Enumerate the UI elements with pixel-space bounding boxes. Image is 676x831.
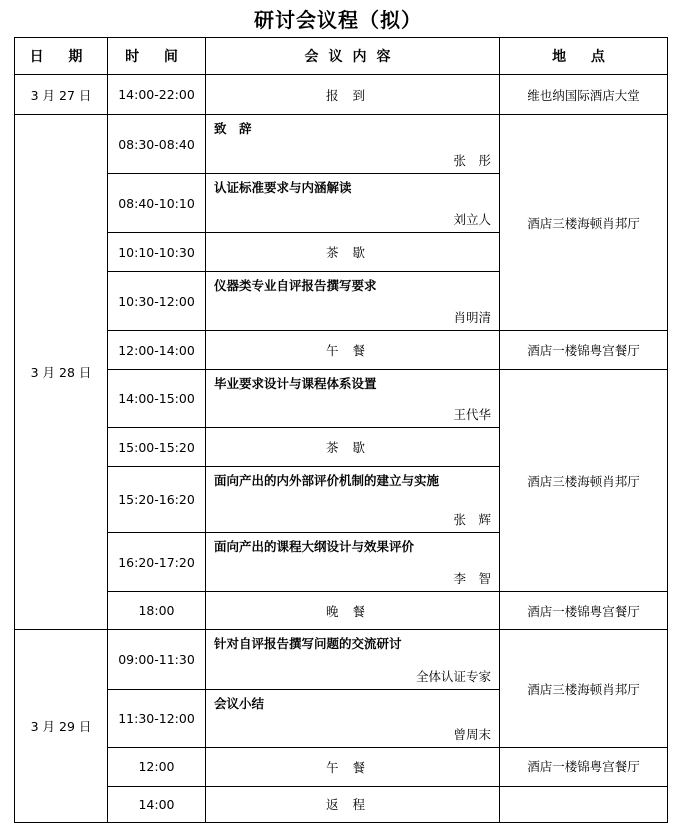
topic-title: 认证标准要求与内涵解读: [214, 180, 352, 195]
header-row: [15, 38, 668, 75]
time-cell: 15:00-15:20: [108, 428, 206, 467]
agenda-table: [14, 37, 668, 823]
header-content: 会议内容: [206, 38, 500, 75]
table-row: [15, 592, 668, 630]
speaker-name: 王代华: [453, 407, 491, 422]
time-cell: 11:30-12:00: [108, 690, 206, 748]
content-cell: 茶歇: [206, 233, 500, 272]
time-cell: 12:00: [108, 748, 206, 787]
topic-title: 面向产出的课程大纲设计与效果评价: [214, 539, 415, 554]
table-row: [15, 75, 668, 115]
content-cell: [206, 630, 500, 690]
time-cell: 14:00-22:00: [108, 75, 206, 115]
topic-title: 会议小结: [214, 696, 265, 711]
time-cell: 08:30-08:40: [108, 115, 206, 174]
date-cell: 3 月 29 日: [15, 630, 108, 823]
time-cell: 15:20-16:20: [108, 467, 206, 533]
content-cell: 晚餐: [206, 592, 500, 630]
content-cell: [206, 533, 500, 592]
content-cell: [206, 370, 500, 428]
date-cell: 3 月 28 日: [15, 115, 108, 630]
table-row: [15, 331, 668, 370]
topic-title: 毕业要求设计与课程体系设置: [214, 376, 377, 391]
table-row: [15, 748, 668, 787]
topic-title: 仪器类专业自评报告撰写要求: [214, 278, 377, 293]
date-cell: 3 月 27 日: [15, 75, 108, 115]
location-cell: 酒店三楼海顿肖邦厅: [500, 370, 668, 592]
speaker-name: 刘立人: [453, 212, 491, 227]
time-cell: 12:00-14:00: [108, 331, 206, 370]
header-date: 日 期: [15, 38, 108, 75]
content-cell: 茶歇: [206, 428, 500, 467]
speaker-name: 李 智: [453, 571, 491, 586]
speaker-name: 肖明清: [453, 310, 491, 325]
content-cell: [206, 690, 500, 748]
time-cell: 16:20-17:20: [108, 533, 206, 592]
location-cell: 酒店一楼锦粤宫餐厅: [500, 331, 668, 370]
location-empty: [500, 787, 667, 822]
topic-title: 面向产出的内外部评价机制的建立与实施: [214, 473, 440, 488]
time-cell: 14:00: [108, 786, 206, 823]
topic-title: 致 辞: [214, 121, 252, 136]
table-row: [15, 370, 668, 428]
topic-title: 针对自评报告撰写问题的交流研讨: [214, 636, 402, 651]
content-cell: [206, 272, 500, 331]
header-location: 地 点: [500, 38, 668, 75]
location-cell: 酒店三楼海顿肖邦厅: [500, 115, 668, 331]
time-cell: 09:00-11:30: [108, 630, 206, 690]
content-cell: [206, 115, 500, 174]
content-cell: [206, 174, 500, 233]
page-title: 研讨会议程（拟）: [254, 8, 422, 32]
content-cell: 报到: [206, 75, 500, 115]
location-cell: 酒店三楼海顿肖邦厅: [500, 630, 668, 748]
time-cell: 10:10-10:30: [108, 233, 206, 272]
speaker-name: 张 彤: [453, 153, 491, 168]
table-row: [15, 115, 668, 174]
location-cell: [500, 748, 668, 823]
table-row: [15, 630, 668, 690]
speaker-name: 张 辉: [453, 512, 491, 527]
location-cell: 维也纳国际酒店大堂: [500, 75, 668, 115]
content-cell: 午餐: [206, 331, 500, 370]
content-cell: [206, 467, 500, 533]
time-cell: 14:00-15:00: [108, 370, 206, 428]
speaker-name: 曾周末: [453, 727, 491, 742]
location-text: 酒店一楼锦粤宫餐厅: [499, 748, 668, 787]
header-time: 时 间: [108, 38, 206, 75]
content-cell: 返程: [206, 786, 500, 823]
time-cell: 10:30-12:00: [108, 272, 206, 331]
time-cell: 08:40-10:10: [108, 174, 206, 233]
speaker-name: 全体认证专家: [415, 669, 491, 684]
time-cell: 18:00: [108, 592, 206, 630]
content-cell: 午餐: [206, 748, 500, 787]
location-cell: 酒店一楼锦粤宫餐厅: [500, 592, 668, 630]
